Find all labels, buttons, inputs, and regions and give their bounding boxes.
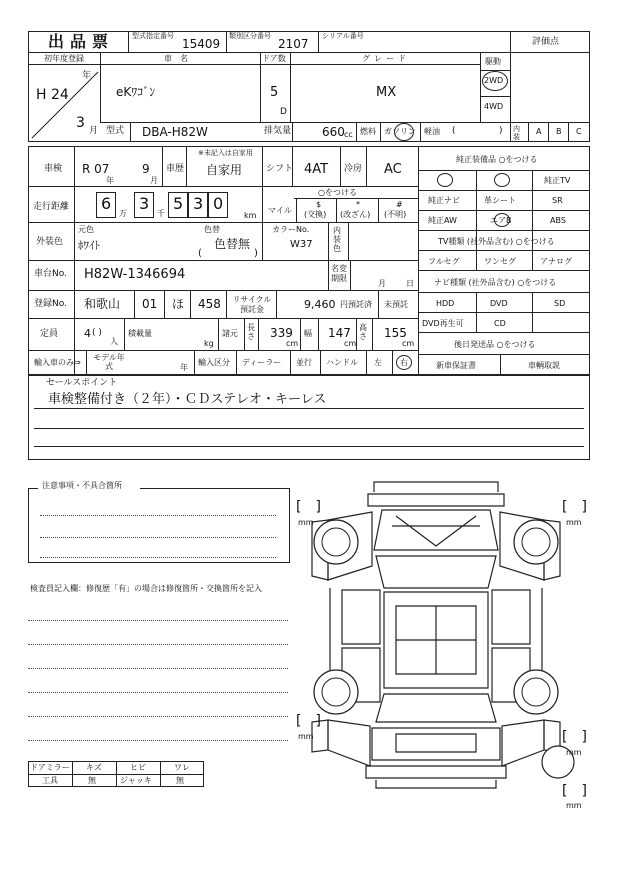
height: 155 bbox=[384, 326, 407, 340]
option-circle-1 bbox=[437, 173, 453, 187]
inspection-label: 車検 bbox=[44, 164, 63, 174]
option-tv: 純正TV bbox=[544, 176, 571, 185]
serial-label: シリアル番号 bbox=[322, 32, 364, 40]
load-unit: kg bbox=[204, 339, 214, 348]
mile-exchange: $ bbox=[316, 200, 322, 209]
option-leather: 革シート bbox=[484, 196, 516, 205]
table-cell: 無 bbox=[176, 776, 184, 785]
airbag-circle bbox=[494, 213, 510, 227]
car-name: eKﾜｺﾞﾝ bbox=[116, 85, 156, 99]
tv-fullseg: フルセグ bbox=[428, 257, 460, 266]
mile-unknown-label: (不明) bbox=[384, 210, 407, 219]
model: DBA-H82W bbox=[142, 125, 208, 139]
reg-label: 登録No. bbox=[34, 299, 67, 309]
mileage-label: 走行距離 bbox=[33, 202, 70, 212]
handle-left: 左 bbox=[374, 358, 382, 367]
color-label: 色替 bbox=[204, 225, 220, 234]
ac: AC bbox=[384, 162, 402, 177]
mile-exchange-label: (交換) bbox=[304, 210, 327, 219]
load-label: 積載量 bbox=[128, 329, 152, 338]
tread-bracket: [ ] bbox=[562, 729, 587, 745]
recycle-unit: 円預託済 bbox=[340, 300, 372, 309]
capacity-paren: ( ) bbox=[92, 328, 102, 338]
caution-box bbox=[28, 488, 290, 562]
handle-right: 右 bbox=[400, 358, 408, 367]
navi-cd: CD bbox=[494, 319, 506, 328]
first-reg-label: 初年度登録 bbox=[44, 54, 84, 63]
width-label: 幅 bbox=[304, 329, 312, 338]
color-paren-close: ) bbox=[254, 248, 258, 259]
color-no: W37 bbox=[290, 239, 313, 250]
genuine-label: 純正装備品 ○をつける bbox=[456, 155, 538, 164]
interior-color-label: 内装色 bbox=[333, 226, 341, 253]
original-color: ﾎﾜｲﾄ bbox=[78, 239, 100, 252]
sales-text: 車検整備付き（２年）・ＣＤステレオ・キーレス bbox=[48, 392, 327, 407]
reg-kana: ほ bbox=[172, 297, 185, 311]
option-navi: 純正ナビ bbox=[428, 196, 460, 205]
width-unit: cm bbox=[344, 339, 357, 348]
length-label: 長さ bbox=[247, 323, 255, 341]
model-label: 型式 bbox=[106, 126, 125, 136]
recycle-fee: 9,460 bbox=[304, 298, 336, 311]
dealer: ディーラー bbox=[242, 358, 282, 367]
navi-sd: SD bbox=[554, 299, 566, 308]
table-cell: ジャッキ bbox=[120, 776, 152, 785]
mileage-km: km bbox=[244, 211, 257, 220]
mileage-unit-sen: 千 bbox=[157, 209, 165, 218]
drive-label: 駆動 bbox=[485, 57, 501, 66]
model-year-label: モデル年式 bbox=[93, 353, 125, 371]
history: 自家用 bbox=[206, 163, 243, 177]
capacity-label: 定員 bbox=[40, 329, 59, 339]
color-change: 色替無 bbox=[214, 237, 251, 251]
ac-label: 冷房 bbox=[344, 164, 363, 174]
original-color-label: 元色 bbox=[78, 225, 94, 234]
mile-label: マイル bbox=[268, 206, 292, 215]
later-warranty: 新車保証書 bbox=[436, 361, 476, 370]
interior-label: 内装 bbox=[513, 125, 520, 141]
evaluation-label: 評価点 bbox=[532, 37, 560, 47]
dimensions-label: 諸元 bbox=[222, 329, 238, 338]
inspector-label: 検査員記入欄：修復歴「有」の場合は修復箇所・交換箇所を記入 bbox=[30, 584, 262, 593]
option-airbag: エアB bbox=[490, 216, 512, 225]
fuel-gas-circle bbox=[394, 123, 414, 141]
first-reg-month-unit: 月 bbox=[89, 126, 99, 136]
shift: 4AT bbox=[304, 162, 329, 177]
grade-label: グレード bbox=[362, 54, 410, 63]
table-cell: 無 bbox=[88, 776, 96, 785]
first-reg-era: H 24 bbox=[36, 87, 69, 103]
mileage-unit-man: 万 bbox=[119, 209, 127, 218]
type-number-label: 型式指定番号 bbox=[132, 32, 174, 40]
model-year-unit: 年 bbox=[180, 363, 188, 372]
width: 147 bbox=[328, 326, 351, 340]
first-reg-month: 3 bbox=[76, 115, 85, 131]
length: 339 bbox=[270, 326, 293, 340]
door-count: 5 bbox=[270, 85, 279, 100]
shift-label: シフト bbox=[266, 164, 294, 174]
handle-label: ハンドル bbox=[326, 358, 358, 367]
import-type-label: 輸入区分 bbox=[198, 358, 230, 367]
table-header: キズ bbox=[86, 763, 102, 772]
navi-label: ナビ種類 (社外品含む) ○をつける bbox=[434, 278, 557, 287]
table-cell: 工具 bbox=[42, 776, 58, 785]
interior-a: A bbox=[536, 127, 542, 136]
option-abs: ABS bbox=[550, 216, 566, 225]
door-label: ドア数 bbox=[262, 54, 286, 63]
displacement: 660 bbox=[322, 125, 345, 139]
car-name-label: 車 名 bbox=[164, 54, 188, 63]
color-paren-open: ( bbox=[198, 248, 202, 259]
table-header: ワレ bbox=[174, 763, 190, 772]
tread-mm: mm bbox=[298, 518, 314, 527]
later-manual: 車輌取説 bbox=[528, 361, 560, 370]
reg-number: 458 bbox=[198, 297, 221, 311]
fuel-light: 軽油 bbox=[424, 127, 440, 136]
fuel-paren-close: ) bbox=[499, 126, 503, 136]
navi-hdd: HDD bbox=[436, 299, 455, 308]
car-diagram bbox=[292, 470, 592, 830]
class-number-label: 類別区分番号 bbox=[229, 32, 271, 40]
tv-label: TV種類 (社外品含む) ○をつける bbox=[438, 237, 555, 246]
inspection-month-unit: 月 bbox=[150, 176, 158, 185]
recycle-label: リサイクル預託金 bbox=[232, 295, 272, 314]
mile-modified-label: (改ざん) bbox=[340, 210, 371, 219]
sales-label: セールスポイント bbox=[46, 378, 118, 388]
mileage-digit: 3 bbox=[139, 194, 150, 213]
mile-modified: * bbox=[356, 200, 360, 209]
grade: MX bbox=[376, 85, 397, 100]
inspection-month: 9 bbox=[142, 162, 150, 176]
color-no-label: カラーNo. bbox=[272, 225, 310, 234]
tread-mm: mm bbox=[566, 801, 582, 810]
tread-bracket: [ ] bbox=[562, 499, 587, 515]
tread-mm: mm bbox=[298, 732, 314, 741]
history-note: ※未記入は自家用 bbox=[198, 149, 253, 157]
tread-bracket: [ ] bbox=[562, 783, 587, 799]
interior-b: B bbox=[556, 127, 562, 136]
capacity: 4 bbox=[84, 327, 91, 340]
mileage-digit: 6 bbox=[101, 194, 112, 213]
height-label: 高さ bbox=[359, 323, 367, 341]
later-label: 後日発送品 ○をつける bbox=[454, 340, 536, 349]
inspection-year-unit: 年 bbox=[106, 176, 114, 185]
first-reg-year-unit: 年 bbox=[82, 71, 92, 81]
attach-note: ○をつける bbox=[318, 188, 357, 197]
mileage-digit: 3 bbox=[193, 194, 204, 213]
drive-4wd: 4WD bbox=[484, 102, 504, 111]
mileage-digit: 0 bbox=[213, 194, 224, 213]
caution-label: 注意事項・不具合箇所 bbox=[42, 481, 122, 490]
import-label: 輸入車のみ⇒ bbox=[34, 358, 81, 367]
history-label: 車歴 bbox=[166, 164, 185, 174]
drive-2wd: 2WD bbox=[484, 76, 504, 85]
fuel-gas: ガソリン bbox=[384, 127, 416, 136]
height-unit: cm bbox=[402, 339, 415, 348]
inspection-era: R 07 bbox=[82, 162, 110, 176]
tv-analog: アナログ bbox=[540, 257, 572, 266]
recycle-status: 未預託 bbox=[384, 300, 408, 309]
table-header: ドアミラー bbox=[30, 763, 70, 772]
title-change-month: 月 bbox=[378, 279, 386, 288]
exterior-label: 外装色 bbox=[36, 237, 64, 247]
page-title: 出品票 bbox=[48, 32, 115, 51]
navi-dvd-play: DVD再生可 bbox=[422, 319, 464, 328]
tv-oneseg: ワンセグ bbox=[484, 257, 516, 266]
mile-unknown: # bbox=[396, 200, 403, 209]
type-number: 15409 bbox=[182, 37, 221, 51]
tread-bracket: [ ] bbox=[296, 713, 321, 729]
displacement-label: 排気量 bbox=[264, 126, 292, 136]
reg-area: 和歌山 bbox=[84, 297, 121, 311]
navi-dvd: DVD bbox=[490, 299, 508, 308]
fuel-label: 燃料 bbox=[360, 127, 376, 136]
parallel: 並行 bbox=[296, 358, 312, 367]
reg-class: 01 bbox=[142, 297, 158, 311]
option-aw: 純正AW bbox=[428, 216, 457, 225]
title-change-day: 日 bbox=[406, 279, 414, 288]
title-change-label: 名変期限 bbox=[331, 264, 347, 283]
chassis-label: 車台No. bbox=[34, 269, 67, 279]
option-circle-2 bbox=[494, 173, 510, 187]
tread-bracket: [ ] bbox=[296, 499, 321, 515]
length-unit: cm bbox=[286, 339, 299, 348]
chassis: H82W-1346694 bbox=[84, 267, 186, 282]
displacement-unit: cc bbox=[344, 130, 353, 139]
fuel-paren-open: ( bbox=[452, 126, 456, 136]
mileage-digit: 5 bbox=[173, 194, 184, 213]
handle-right-circle bbox=[396, 355, 412, 370]
capacity-unit: 人 bbox=[110, 337, 118, 346]
interior-c: C bbox=[576, 127, 582, 136]
option-sr: SR bbox=[552, 196, 563, 205]
tread-mm: mm bbox=[566, 748, 582, 757]
class-number: 2107 bbox=[278, 37, 309, 51]
door-type: D bbox=[280, 107, 287, 117]
tread-mm: mm bbox=[566, 518, 582, 527]
table-header: ヒビ bbox=[130, 763, 146, 772]
